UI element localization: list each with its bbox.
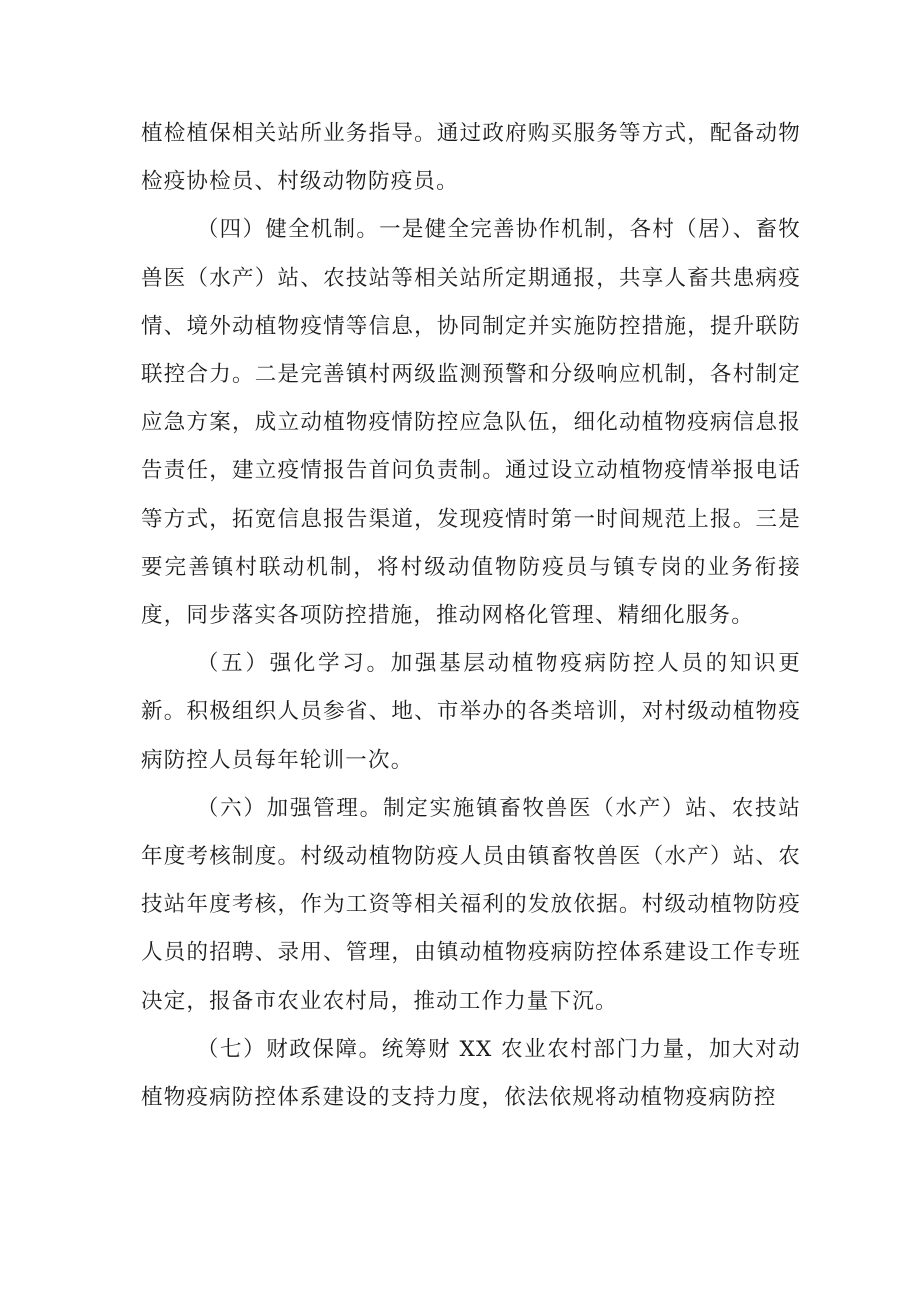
paragraph-section-5: （五）强化学习。加强基层动植物疫病防控人员的知识更新。积极组织人员参省、地、市举办的各类培训，对村级动植物疫病防控人员每年轮训一次。 xyxy=(141,651,801,773)
document-body xyxy=(141,110,801,1122)
paragraph-section-7: （七）财政保障。统筹财 XX 农业农村部门力量，加大对动植物疫病防控体系建设的支持力度，依法依规将动植物疫病防控 xyxy=(141,1036,801,1111)
paragraph-continuation: 植检植保相关站所业务指导。通过政府购买服务等方式，配备动物检疫协检员、村级动物防疫员。 xyxy=(141,121,801,195)
paragraph-section-4: （四）健全机制。一是健全完善协作机制，各村（居）、畜牧兽医（水产）站、农技站等相关站所定期通报，共享人畜共患病疫情、境外动植物疫情等信息，协同制定并实施防控措施，提升联防联控合力。二是完善镇村两级监测预警和分级响应机制，各村制定应急方案，成立动植物疫情防控应急队伍，细化动植物疫病信息报告责任，建立疫情报告首问负责制。通过设立动植物疫情举报电话等方式，拓宽信息报告渠道，发现疫情时第一时间规范上报。三是要完善镇村联动机制，将村级动值物防疫员与镇专岗的业务衔接度，同步落实各项防控措施，推动网格化管理、精细化服务。 xyxy=(141,217,801,629)
paragraph-section-6: （六）加强管理。制定实施镇畜牧兽医（水产）站、农技站年度考核制度。村级动植物防疫人员由镇畜牧兽医（水产）站、农技站年度考核，作为工资等相关福利的发放依据。村级动植物防疫人员的招聘、录用、管理，由镇动植物疫病防控体系建设工作专班决定，报备市农业农村局，推动工作力量下沉。 xyxy=(141,795,801,1014)
